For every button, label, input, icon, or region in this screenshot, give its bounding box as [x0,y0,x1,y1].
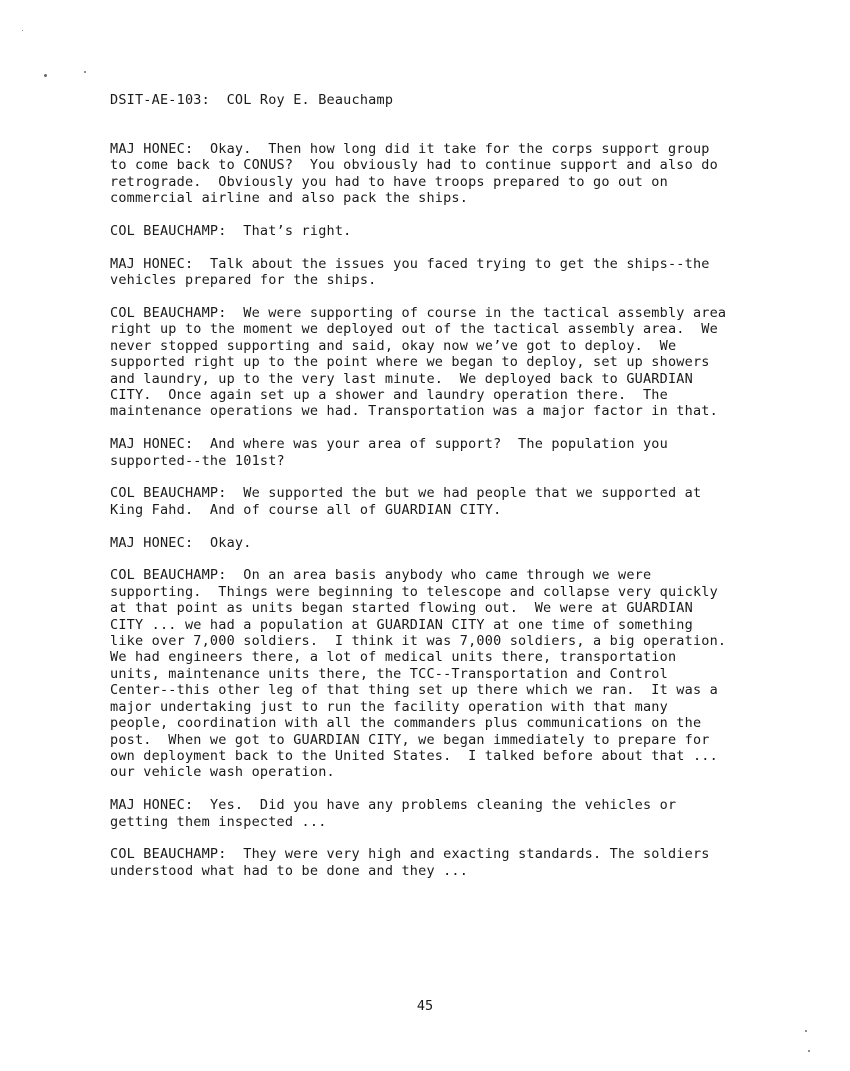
turn-text: Okay. Then how long did it take for the corps support group to come back to CONUS? You obviously had to continue support and also do retrograde. Obviously you had to have troops prepared to go out on commercial airline and also pack the ships. [110,141,727,207]
turn-text: That’s right. [243,223,352,240]
scan-speck [44,74,47,77]
transcript-turn [110,141,730,207]
scan-speck [805,1030,807,1032]
scan-speck [22,30,23,31]
speaker-label: MAJ HONEC: [110,534,194,551]
speaker-label: MAJ HONEC: [110,255,194,272]
transcript-turn [110,846,730,879]
document-header: DSIT-AE-103: COL Roy E. Beauchamp [110,92,394,108]
transcript-turn [110,797,730,830]
transcript-turn [110,485,730,518]
turn-text: We were supporting of course in the tactical assembly area right up to the moment we deployed out of the tactical assembly area. We never stopped supporting and said, okay now we’ve got to deploy. We supported right up to the point where we began to deploy, set up showers and laundry, up to the very last minute. We deployed back to GUARDIAN CITY. Once again set up a shower and laundry operation there. The maintenance operations we had. Transportation was a major factor in that. [110,305,735,420]
turn-text: Yes. Did you have any problems cleaning the vehicles or getting them inspected ... [110,797,685,830]
turn-text: On an area basis anybody who came through we were supporting. Things were beginning to telescope and collapse very quickly at that point as units began started flowing out. We were at GUARDIAN CITY ... we had a population at GUARDIAN CITY at one time of something like over 7,000 soldiers. I think it was 7,000 soldiers, a big operation. We had engineers there, a lot of medical units there, transportation units, maintenance units there, the TCC--Transportation and Control Center--this other leg of that thing set up there which we ran. It was a major undertaking just to run the facility operation with that many people, coordination with all the commanders plus communications on the post. When we got to GUARDIAN CITY, we began immediately to prepare for own deployment back to the United States. I talked before about that ... our vehicle wash operation. [110,567,743,781]
turn-text: And where was your area of support? The population you supported--the 101st? [110,436,677,469]
interview-transcript [110,141,743,896]
page-number: 45 [416,998,434,1014]
transcript-turn [110,535,730,551]
transcript-turn [110,223,730,239]
speaker-label: MAJ HONEC: [110,436,194,453]
speaker-label: COL BEAUCHAMP: [110,485,227,502]
turn-text: Talk about the issues you faced trying to get the ships--the vehicles prepared for the ships. [110,255,718,289]
speaker-label: MAJ HONEC: [110,797,194,814]
speaker-label: COL BEAUCHAMP: [110,223,227,240]
turn-text: Okay. [209,534,252,551]
transcript-turn [110,305,735,420]
speaker-label: MAJ HONEC: [110,141,194,157]
turn-text: They were very high and exacting standards. The soldiers understood what had to be done and they ... [110,846,718,879]
speaker-label: COL BEAUCHAMP: [110,567,227,584]
transcript-turn [110,436,730,469]
transcript-turn [110,567,743,781]
transcript-turn [110,256,730,289]
turn-text: We supported the but we had people that we supported at King Fahd. And of course all of GUARDIAN CITY. [110,485,710,518]
scan-speck [84,71,86,73]
speaker-label: COL BEAUCHAMP: [110,846,227,863]
speaker-label: COL BEAUCHAMP: [110,305,227,322]
scan-speck [808,1050,810,1052]
